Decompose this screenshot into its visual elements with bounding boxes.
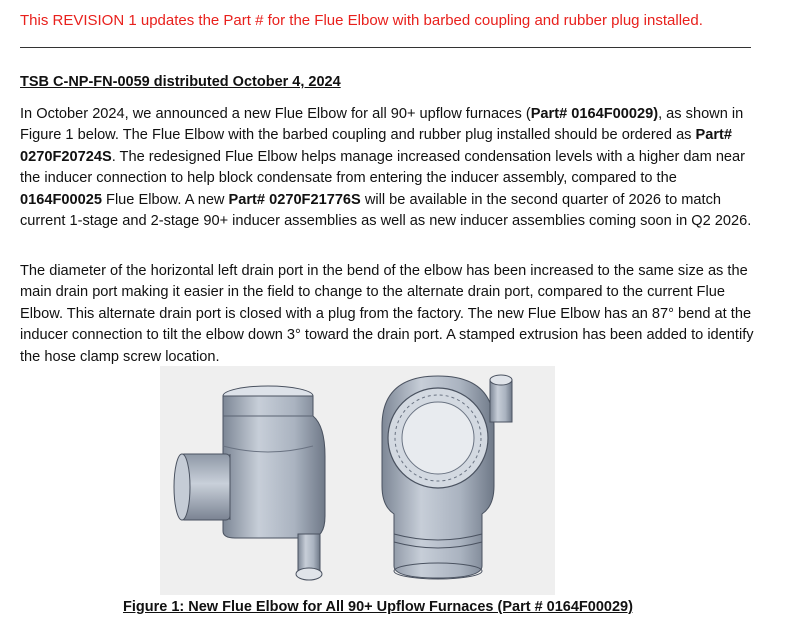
paragraph-drain-port: The diameter of the horizontal left drain port in the bend of the elbow has been increased to the same size as the main drain port making it easier in the field to change to the alternate drain port, compared to the current Flue Elbow. This alternate drain port is closed with a plug from the factory. The new Flue Elbow has an 87° bend at the inducer connection to tilt the elbow down 3° toward the drain port. A stamped extrusion has been added to identify the hose clamp screw location. <box>20 263 754 365</box>
p1-text-3: . The redesigned Flue Elbow helps manage increased condensation levels with a higher dam near the inducer connection to help block condensate from entering the inducer assembly, compared to the <box>20 148 746 187</box>
p1-text-4: Flue Elbow. A new <box>101 191 229 208</box>
part-number-0164F00029: Part# 0164F00029) <box>530 106 659 122</box>
p1-text-2: , as shown in Figure 1 below. The Flue Elbow with the barbed coupling and rubber plug installed should be ordered as <box>20 106 744 144</box>
paragraph-announcement <box>20 104 758 232</box>
part-number-0270F21776S: Part# 0270F21776S <box>228 191 361 208</box>
elbow-front-view <box>382 375 512 579</box>
part-number-0164F00025: 0164F00025 <box>20 191 102 208</box>
part-number-0270F20724S: Part# 0270F20724S <box>20 127 733 165</box>
horizontal-divider <box>20 47 751 48</box>
p1-text-1: In October 2024, we announced a new Flue Elbow for all 90+ upflow furnaces ( <box>20 106 531 122</box>
p1-text-5: will be available in the second quarter of 2026 to match current 1-stage and 2-stage 90+ inducer assemblies as well as new inducer assemblies coming soon in Q2 2026. <box>20 191 752 230</box>
tsb-title: TSB C-NP-FN-0059 distributed October 4, 2024 <box>20 74 341 90</box>
elbow-side-view <box>174 386 325 580</box>
figure-caption: Figure 1: New Flue Elbow for All 90+ Upflow Furnaces (Part # 0164F00029) <box>123 599 633 615</box>
flue-elbow-illustration <box>160 366 555 595</box>
revision-note: This REVISION 1 updates the Part # for the Flue Elbow with barbed coupling and rubber plug installed. <box>20 12 703 29</box>
flue-elbow-figure <box>160 366 555 595</box>
